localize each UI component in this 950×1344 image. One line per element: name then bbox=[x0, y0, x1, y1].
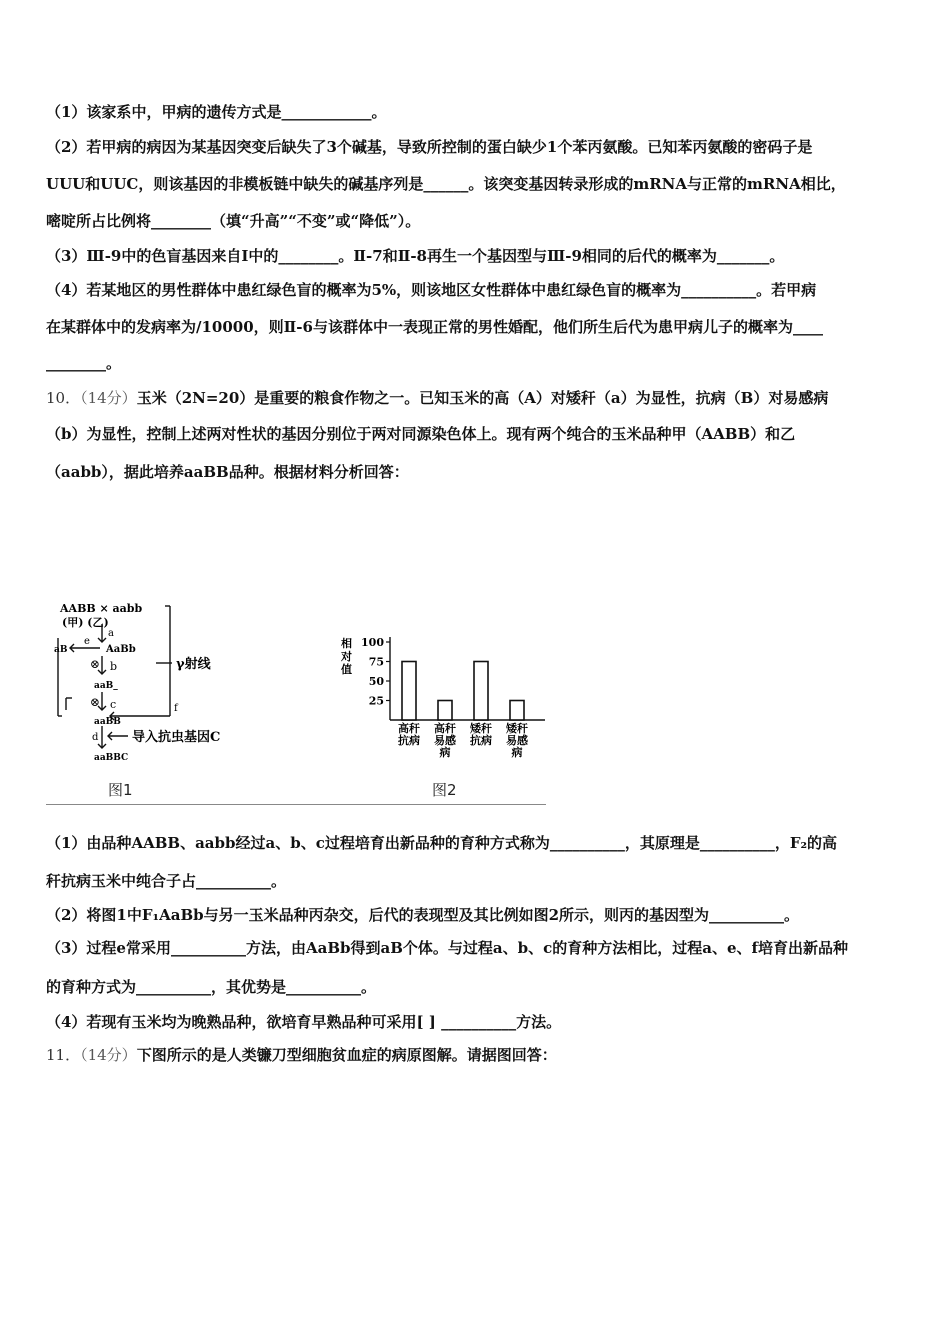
fig1-selfing-1: ⊗ bbox=[90, 657, 101, 671]
chart-ytick-label-1: 50 bbox=[368, 675, 384, 688]
fig1-step-e: e bbox=[84, 636, 90, 647]
chart-bar-0 bbox=[402, 662, 416, 721]
q10-score: （14分） bbox=[80, 389, 137, 407]
q10-sub4: （4）若现有玉米均为晚熟品种，欲培育早熟品种可采用[ ] __________方法。 bbox=[46, 1013, 562, 1031]
fig1-aabb: aaBB bbox=[94, 717, 121, 727]
q9-line-3: UUU和UUC，则该基因的非模板链中缺失的碱基序列是______。该突变基因转录形成的mRNA与正常的mRNA相比， bbox=[46, 175, 846, 193]
q9-line-6: （4）若某地区的男性群体中患红绿色盲的概率为5%，则该地区女性群体中患红绿色盲的概率为__________。若甲病 bbox=[46, 281, 817, 299]
q11-stem: 下图所示的是人类镰刀型细胞贫血症的病原图解。请据图回答： bbox=[136, 1046, 557, 1064]
chart-bar-3 bbox=[510, 701, 524, 721]
fig1-aabbc: aaBBC bbox=[94, 753, 129, 763]
fig1-cross: AABB × aabb bbox=[60, 602, 143, 615]
chart-category-label-0: 高秆抗病 bbox=[398, 722, 420, 747]
fig1-parents: (甲) (乙) bbox=[62, 616, 109, 629]
q11-score: （14分） bbox=[80, 1046, 137, 1064]
q10-line-1 bbox=[46, 387, 916, 409]
q9-line-2: （2）若甲病的病因为某基因突变后缺失了3个碱基，导致所控制的蛋白缺少1个苯丙氨酸。已知苯丙氨酸的密码子是 bbox=[46, 138, 813, 156]
chart-ylabel-2: 对 bbox=[341, 650, 352, 663]
q9-line-7: 在某群体中的发病率为/10000，则Ⅱ-6与该群体中一表现正常的男性婚配，他们所生后代为患甲病儿子的概率为____ bbox=[46, 318, 823, 336]
q9-line-5: （3）Ⅲ-9中的色盲基因来自Ⅰ中的________。Ⅱ-7和Ⅱ-8再生一个基因型与Ⅲ-9相同的后代的概率为_______。 bbox=[46, 247, 785, 265]
fig1-step-c: c bbox=[110, 698, 117, 711]
chart-ytick-label-0: 25 bbox=[368, 694, 384, 708]
fig1-step-f: f bbox=[174, 703, 178, 714]
fig1-ray: γ射线 bbox=[176, 657, 211, 672]
figure-1-breeding-diagram bbox=[52, 598, 292, 773]
chart-category-label-1: 高秆易感病 bbox=[434, 722, 456, 759]
q10-line-3: （aabb），据此培养aaBB品种。根据材料分析回答： bbox=[46, 463, 409, 481]
q10-number: 10． bbox=[46, 389, 81, 407]
q10-sub1-line-1: （1）由品种AABB、aabb经过a、b、c过程培育出新品种的育种方式称为__________，其原理是__________，F₂的高 bbox=[46, 834, 838, 852]
q9-line-4: 嘧啶所占比例将________（填“升高”“不变”或“降低”）。 bbox=[46, 212, 421, 230]
chart-ylabel-1: 相 bbox=[341, 637, 352, 650]
fig1-step-d: d bbox=[92, 732, 99, 743]
figure-2-caption: 图2 bbox=[432, 781, 457, 799]
q10-sub1-line-2: 秆抗病玉米中纯合子占__________。 bbox=[46, 872, 287, 890]
fig1-ab: aB bbox=[54, 645, 68, 655]
figure-1-caption: 图1 bbox=[108, 781, 133, 799]
q10-sub3-line-2: 的育种方式为__________，其优势是__________。 bbox=[46, 978, 377, 996]
q10-sub2: （2）将图1中F₁AaBb与另一玉米品种丙杂交，后代的表现型及其比例如图2所示，则丙的基因型为__________。 bbox=[46, 906, 800, 924]
fig1-aab: aaB_ bbox=[94, 681, 118, 691]
q9-line-8: ________。 bbox=[46, 354, 122, 372]
q11-line-1 bbox=[46, 1044, 916, 1066]
chart-ytick-label-3: 100 bbox=[361, 636, 384, 649]
figure-divider bbox=[46, 804, 546, 805]
q10-stem: 玉米（2N=20）是重要的粮食作物之一。已知玉米的高（A）对矮秆（a）为显性，抗病（B）对易感病 bbox=[136, 389, 829, 407]
chart-ytick-label-2: 75 bbox=[368, 655, 384, 669]
fig1-gene-c: 导入抗虫基因C bbox=[132, 730, 221, 745]
fig1-step-a: a bbox=[108, 628, 114, 639]
fig1-step-b: b bbox=[110, 660, 118, 673]
chart-bar-2 bbox=[474, 662, 488, 721]
chart-category-label-2: 矮秆抗病 bbox=[470, 722, 492, 747]
q10-sub3-line-1: （3）过程e常采用__________方法，由AaBb得到aB个体。与过程a、b、c的育种方法相比，过程a、e、f培育出新品种 bbox=[46, 939, 848, 957]
q10-line-2: （b）为显性，控制上述两对性状的基因分别位于两对同源染色体上。现有两个纯合的玉米品种甲（AABB）和乙 bbox=[46, 425, 796, 443]
chart-ylabel-3: 值 bbox=[341, 663, 352, 676]
fig1-f1: AaBb bbox=[106, 644, 136, 655]
chart-bar-1 bbox=[438, 701, 452, 721]
q9-line-1: （1）该家系中，甲病的遗传方式是____________。 bbox=[46, 103, 387, 121]
q11-number: 11． bbox=[46, 1046, 81, 1064]
fig1-selfing-2: ⊗ bbox=[90, 695, 101, 709]
figure-2-bar-chart bbox=[335, 625, 550, 775]
chart-category-label-3: 矮秆易感病 bbox=[506, 722, 528, 759]
